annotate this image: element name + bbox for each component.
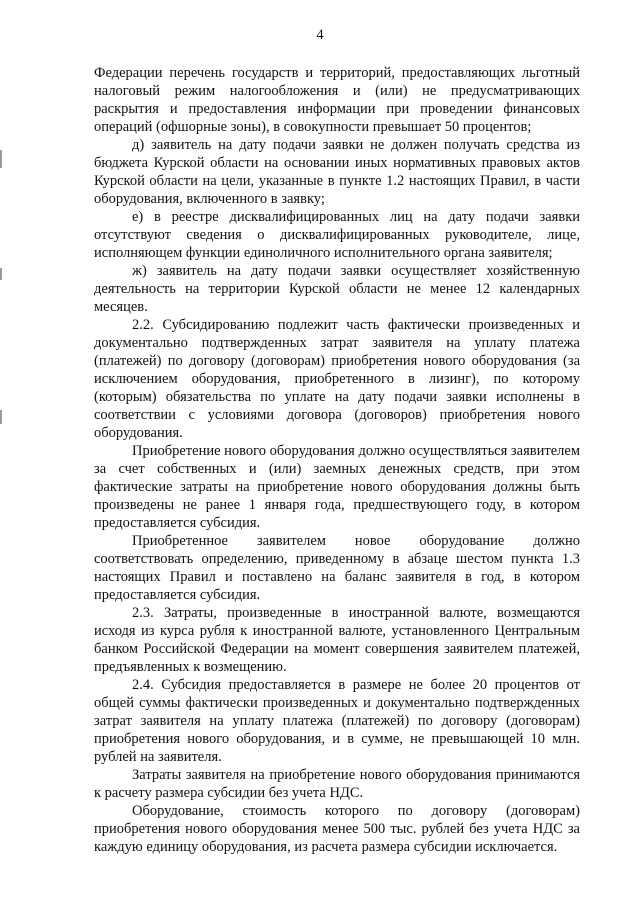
paragraph-clause-2-4: 2.4. Субсидия предоставляется в размере не более 20 процентов от общей суммы фактически произведенных и документально подтвержденных затрат заявителя на уплату платежа (платежей) по договору (договорам) приобретения нового оборудования, и в сумме, не превышающей 10 млн. рублей на заявителя. [94, 677, 580, 765]
paragraph-clause-2-2: 2.2. Субсидированию подлежит часть фактически произведенных и документально подтвержденных затрат заявителя на уплату платежа (платежей) по договору (договорам) приобретения нового оборудования (за исключением оборудования, приобретенного в лизинг), по которому (которым) обязательства по уплате на дату подачи заявки исполнены в соответствии с условиями договора (договоров) приобретения нового оборудования. [94, 317, 580, 441]
paragraph-vat-costs: Затраты заявителя на приобретение нового оборудования принимаются к расчету размера субсидии без учета НДС. [94, 767, 580, 801]
paragraph-equipment-exclusion: Оборудование, стоимость которого по договору (договорам) приобретения нового оборудования менее 500 тыс. рублей без учета НДС за каждую единицу оборудования, из расчета размера субсидии исключается. [94, 803, 580, 855]
scan-edge-mark [0, 268, 2, 280]
paragraph-continuation: Федерации перечень государств и территорий, предоставляющих льготный налоговый режим налогообложения и (или) не предусматривающих раскрытия и предоставления информации при проведении финансовых операций (офшорные зоны), в совокупности превышает 50 процентов; [94, 65, 580, 135]
paragraph-item-e: е) в реестре дисквалифицированных лиц на дату подачи заявки отсутствуют сведения о дисквалифицированных руководителе, лице, исполняющем функции единоличного исполнительного органа заявителя; [94, 209, 580, 261]
paragraph-item-d: д) заявитель на дату подачи заявки не должен получать средства из бюджета Курской области на основании иных нормативных правовых актов Курской области на цели, указанные в пункте 1.2 настоящих Правил, в части оборудования, включенного в заявку; [94, 137, 580, 207]
paragraph-acquired-equipment: Приобретенное заявителем новое оборудование должно соответствовать определению, приведенному в абзаце шестом пункта 1.3 настоящих Правил и поставлено на баланс заявителя в год, в котором предоставляется субсидия. [94, 533, 580, 603]
paragraph-acquisition-funding: Приобретение нового оборудования должно осуществляться заявителем за счет собственных и (или) заемных денежных средств, при этом фактические затраты на приобретение нового оборудования должны быть произведены не ранее 1 января года, предшествующего году, в котором предоставляется субсидия. [94, 443, 580, 531]
paragraph-clause-2-3: 2.3. Затраты, произведенные в иностранной валюте, возмещаются исходя из курса рубля к иностранной валюте, установленного Центральным банком Российской Федерации на момент совершения заявителем платежей, предъявленных к возмещению. [94, 605, 580, 675]
scan-edge-mark [0, 150, 2, 168]
paragraph-item-zh: ж) заявитель на дату подачи заявки осуществляет хозяйственную деятельность на территории Курской области не менее 12 календарных месяцев. [94, 263, 580, 315]
page-number: 4 [316, 27, 324, 43]
scan-edge-mark [0, 410, 2, 424]
document-body [94, 64, 580, 856]
